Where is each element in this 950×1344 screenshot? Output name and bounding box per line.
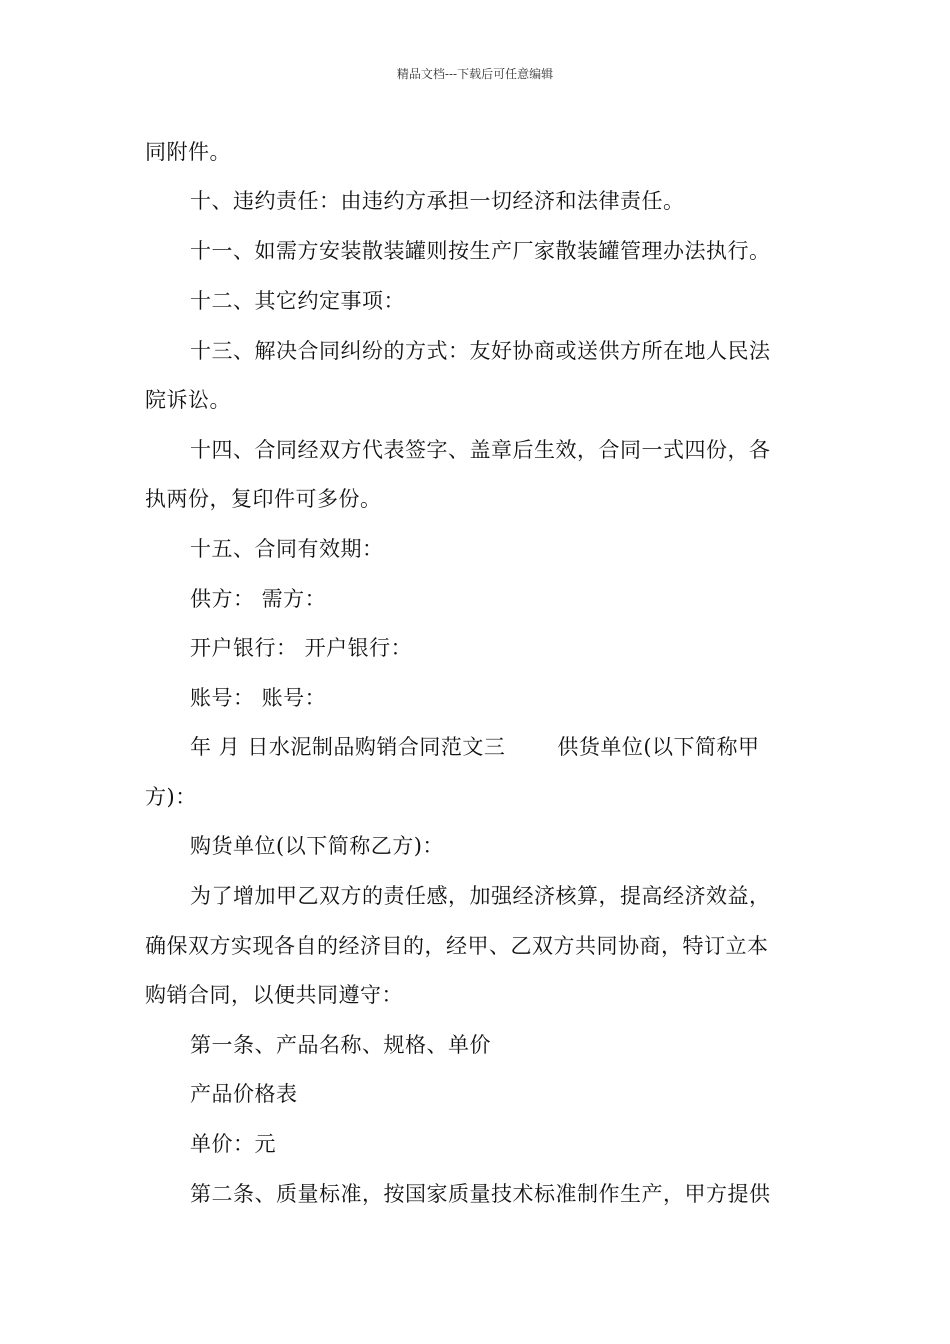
text-line: 十四、合同经双方代表签字、盖章后生效，合同一式四份，各: [190, 438, 771, 462]
text-line: 账号： 账号：: [190, 686, 327, 710]
text-line: 执两份，复印件可多份。: [145, 487, 382, 511]
text-line: 第一条、产品名称、规格、单价: [190, 1033, 491, 1057]
text-line: 供方： 需方：: [190, 587, 327, 611]
text-line: 十一、如需方安装散装罐则按生产厂家散装罐管理办法执行。: [190, 239, 771, 263]
text-line: [190, 733, 760, 761]
text-line: 单价：元: [190, 1132, 276, 1156]
text-line: 院诉讼。: [145, 388, 231, 412]
text-line: 购销合同，以便共同遵守：: [145, 983, 403, 1007]
text-line: 同附件。: [145, 140, 231, 164]
text-line: 方)：: [145, 785, 197, 809]
text-line: 确保双方实现各自的经济目的，经甲、乙双方共同协商，特订立本: [145, 934, 769, 958]
page-header: 精品文档---下载后可任意编辑: [396, 67, 554, 81]
text-segment: 年 月 日水泥制品购销合同范文三: [190, 735, 506, 759]
text-segment: 供货单位(以下简称甲: [557, 735, 760, 759]
text-line: 为了增加甲乙双方的责任感，加强经济核算，提高经济效益，: [190, 884, 771, 908]
text-line: 开户银行： 开户银行：: [190, 636, 413, 660]
text-line: 十二、其它约定事项：: [190, 289, 405, 313]
text-line: 十五、合同有效期：: [190, 537, 384, 561]
text-line: 十三、解决合同纠纷的方式：友好协商或送供方所在地人民法: [190, 339, 771, 363]
text-line: 第二条、质量标准，按国家质量技术标准制作生产，甲方提供: [190, 1182, 771, 1206]
text-line: 购货单位(以下简称乙方)：: [190, 834, 444, 858]
text-line: 产品价格表: [190, 1082, 298, 1106]
text-line: 十、违约责任：由违约方承担一切经济和法律责任。: [190, 189, 685, 213]
